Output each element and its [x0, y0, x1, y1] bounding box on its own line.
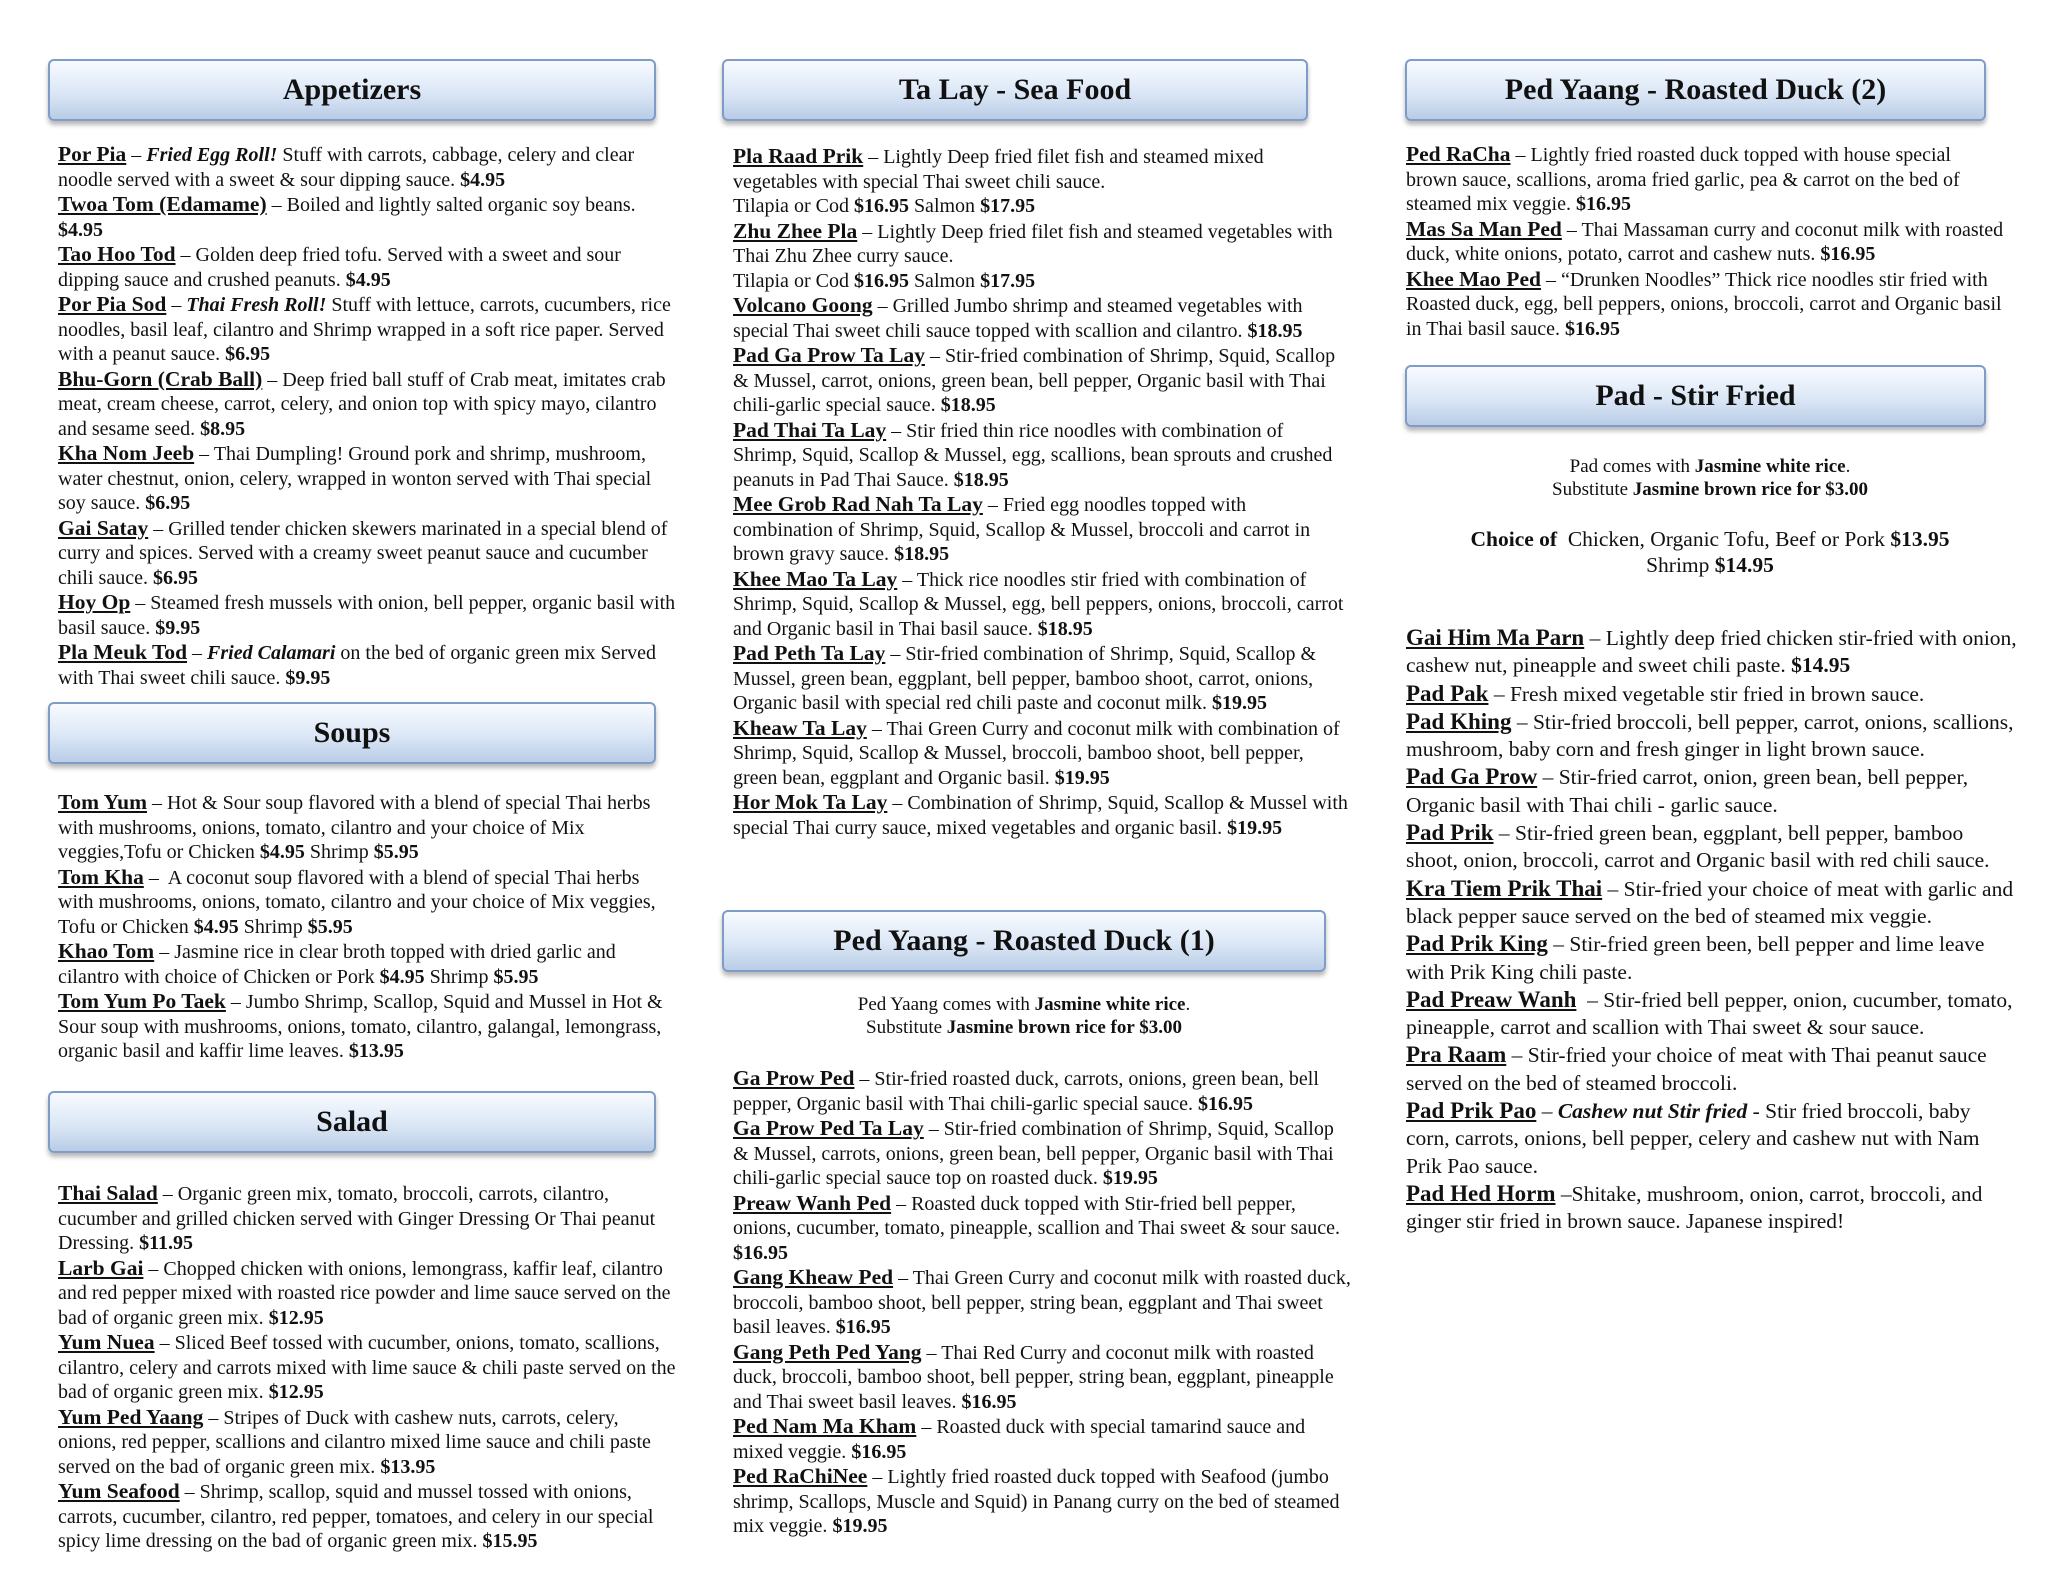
- menu-item: [58, 242, 678, 292]
- choice-shrimp: Shrimp: [1646, 553, 1715, 577]
- item-description: Stir-fried green been, bell pepper and lime leave with Prik King chili paste.: [1406, 932, 1985, 984]
- menu-item: [733, 1265, 1351, 1340]
- item-highlight: Thai Fresh Roll!: [186, 294, 327, 316]
- menu-item: [58, 292, 678, 367]
- menu-item: [733, 1191, 1351, 1266]
- item-name: Tom Yum Po Taek: [58, 989, 226, 1013]
- item-separator: –: [1536, 1099, 1558, 1124]
- menu-item: [58, 1479, 678, 1554]
- item-description: Shitake, mushroom, onion, carrot, broccoli, and ginger stir fried in brown sauce. Japanese inspired!: [1406, 1181, 1983, 1234]
- item-separator: –: [863, 146, 884, 168]
- section-header-stir-fried: [1405, 365, 1986, 427]
- item-separator: –: [179, 1481, 200, 1503]
- item-price: $17.95: [980, 195, 1036, 217]
- item-description: Thai Green Curry and coconut milk with combination of Shrimp, Squid, Scallop & Mussel, broccoli, bamboo shoot, bell pepper, green bean, eggplant and Organic basil.: [733, 717, 1340, 789]
- item-name: Zhu Zhee Pla: [733, 218, 858, 243]
- item-separator: –: [1510, 144, 1531, 166]
- item-price: $12.95: [268, 1306, 324, 1329]
- item-name: Pad Prik: [1406, 820, 1494, 846]
- item-name: Twoa Tom (Edamame): [58, 192, 267, 216]
- item-price: $5.95: [493, 965, 539, 988]
- menu-item: [58, 1330, 678, 1405]
- menu-item: [58, 790, 678, 865]
- item-separator: –: [266, 194, 287, 216]
- menu-item: [733, 293, 1351, 343]
- menu-item: [1406, 267, 2006, 342]
- item-separator: –: [1493, 821, 1516, 846]
- item-description: Roasted duck with special tamarind sauce and mixed veggie.: [733, 1416, 1306, 1463]
- item-description: Jasmine rice in clear broth topped with dried garlic and cilantro with choice of Chicken or Pork: [58, 941, 616, 988]
- section-header-seafood: [722, 59, 1308, 121]
- item-description: Stir-fried your choice of meat with garlic and black pepper sauce served on the bed of steamed mix veggie.: [1406, 876, 2014, 928]
- item-separator: –: [187, 642, 208, 664]
- menu-item: [733, 144, 1351, 219]
- item-price: $19.95: [1227, 816, 1283, 839]
- item-description: - Stir fried broccoli, baby corn, carrots, onions, bell pepper, celery and cashew nut with Nam Prik Pao sauce.: [1406, 1099, 1980, 1178]
- item-name: Ped RaCha: [1406, 142, 1511, 166]
- menu-item: [58, 1405, 678, 1480]
- item-name: Kheaw Ta Lay: [733, 715, 867, 740]
- menu-item: [733, 790, 1351, 840]
- menu-item: [1406, 708, 2018, 764]
- item-description: Lightly Deep fried filet fish and steamed vegetables with Thai Zhu Zhee curry sauce.: [733, 220, 1333, 267]
- note-text: .: [1185, 994, 1191, 1015]
- item-name: Gang Peth Ped Yang: [733, 1339, 922, 1364]
- item-option: Shrimp: [304, 841, 374, 863]
- item-name: Pad Hed Horm: [1406, 1180, 1556, 1206]
- item-description: “Drunken Noodles” Thick rice noodles stir fried with Roasted duck, egg, bell peppers, onions, broccoli, carrot and Organic basil in Thai basil sauce.: [1406, 268, 2002, 340]
- note-text: Substitute: [1552, 479, 1633, 500]
- item-name: Pad Pak: [1406, 680, 1489, 706]
- item-name: Pad Ga Prow: [1406, 764, 1538, 790]
- item-description: Fresh mixed vegetable stir fried in brown sauce.: [1509, 681, 1925, 706]
- item-name: Pra Raam: [1406, 1042, 1507, 1068]
- item-price: $19.95: [1211, 692, 1267, 714]
- item-separator: –: [891, 1192, 912, 1215]
- item-price: $4.95: [259, 841, 305, 863]
- item-option: Shrimp: [424, 965, 494, 988]
- menu-item: [1406, 986, 2018, 1042]
- item-price: $12.95: [268, 1381, 324, 1403]
- item-description: Grilled Jumbo shrimp and steamed vegetables with special Thai sweet chili sauce topped with scallion and cilantro.: [733, 295, 1303, 342]
- item-name: Ped Nam Ma Kham: [733, 1414, 917, 1438]
- menu-item: [733, 1340, 1351, 1415]
- menu-item: [58, 367, 678, 442]
- item-separator: –: [166, 294, 187, 316]
- item-price: $4.95: [193, 915, 239, 938]
- item-description: Lightly fried roasted duck topped with Seafood (jumbo shrimp, Scallops, Muscle and Squid) in Panang curry on the bed of steamed mix veggie.: [733, 1466, 1340, 1537]
- item-description: Deep fried ball stuff of Crab meat, imitates crab meat, cream cheese, carrot, celery, and onion top with spicy mayo, cilantro and sesame seed.: [58, 368, 666, 440]
- item-description: Stir-fried your choice of meat with Thai peanut sauce served on the bed of steamed broccoli.: [1406, 1043, 1987, 1095]
- section-title: Ped Yaang - Roasted Duck (2): [1504, 73, 1887, 106]
- item-price: $8.95: [200, 417, 246, 440]
- item-price: $4.95: [379, 965, 425, 988]
- item-description: Thai Dumpling! Ground pork and shrimp, mushroom, water chestnut, onion, celery, wrapped in wonton served with Thai special soy sauce.: [58, 443, 652, 514]
- item-name: Khee Mao Ta Lay: [733, 566, 898, 591]
- item-description: Stuff with carrots, cabbage, celery and clear noodle served with a sweet & sour dipping sauce.: [58, 144, 635, 191]
- choice-price: $13.95: [1890, 527, 1950, 551]
- menu-item: [1406, 142, 2006, 217]
- item-name: Gai Him Ma Parn: [1406, 625, 1585, 650]
- item-name: Ga Prow Ped Ta Lay: [733, 1116, 924, 1140]
- item-separator: –: [1584, 626, 1606, 650]
- item-description: Stir-fried green bean, eggplant, bell pepper, bamboo shoot, onion, broccoli, carrot and Organic basil with red chili sauce.: [1406, 821, 1990, 873]
- section-title: Pad - Stir Fried: [1595, 379, 1796, 412]
- item-price: $13.95: [380, 1455, 436, 1478]
- item-name: Pad Ga Prow Ta Lay: [733, 343, 925, 367]
- item-separator: –: [1506, 1043, 1528, 1068]
- menu-item: [733, 492, 1351, 567]
- item-price: $18.95: [940, 394, 996, 416]
- item-description: Stir-fried combination of Shrimp, Squid, Scallop & Mussel, carrot, onions, green bean, bell pepper, Organic basil with Thai chili-garlic special sauce.: [733, 345, 1336, 416]
- item-description: Organic green mix, tomato, broccoli, carrots, cilantro, cucumber and grilled chicken served with Ginger Dressing Or Thai peanut Dressing.: [58, 1183, 656, 1254]
- item-separator: –: [982, 494, 1003, 516]
- item-separator: –: [887, 792, 908, 814]
- item-price: $18.95: [1037, 617, 1093, 640]
- item-description: Stuff with lettuce, carrots, cucumbers, rice noodles, basil leaf, cilantro and Shrimp wrapped in a soft rice paper. Served with a peanut sauce.: [58, 294, 671, 365]
- menu-item: [1406, 875, 2018, 931]
- item-price: $14.95: [1791, 653, 1851, 678]
- item-separator: –: [872, 295, 893, 317]
- item-name: Khao Tom: [58, 939, 155, 963]
- item-separator: –: [1488, 681, 1510, 706]
- item-highlight: Cashew nut Stir fried: [1557, 1099, 1748, 1124]
- menu-item: [58, 865, 678, 940]
- section-header-appetizers: [48, 59, 656, 121]
- meat-choice: [1405, 526, 2015, 578]
- item-price: $11.95: [139, 1232, 194, 1254]
- item-separator: –: [126, 144, 147, 166]
- item-price: $16.95: [1820, 243, 1876, 265]
- item-description: Stir-fried bell pepper, onion, cucumber, tomato, pineapple, carrot and scallion with Thai sweet & sour sauce.: [1406, 987, 2013, 1040]
- item-description: Roasted duck topped with Stir-fried bell pepper, onions, cucumber, tomato, pineapple, scallion and Thai sweet & sour sauce.: [733, 1192, 1341, 1239]
- item-separator: –: [157, 1183, 178, 1205]
- menu-item: [733, 1464, 1351, 1539]
- soups-list: [58, 790, 678, 1064]
- item-description: Jumbo Shrimp, Scallop, Squid and Mussel in Hot & Sour soup with mushrooms, onions, tomato, cilantro, galangal, lemongrass, organic basil and kaffir lime leaves.: [58, 991, 663, 1062]
- item-separator: –: [1555, 1181, 1572, 1206]
- item-separator: –: [916, 1416, 937, 1438]
- item-description: Shrimp, scallop, squid and mussel tossed with onions, carrots, cucumber, cilantro, red pepper, tomatoes, and celery in our special spicy lime dressing on the bad of organic green mix.: [58, 1481, 654, 1552]
- choice-options: Chicken, Organic Tofu, Beef or Pork: [1557, 527, 1891, 551]
- item-separator: –: [143, 1257, 164, 1280]
- item-price: $16.95: [1197, 1092, 1253, 1115]
- item-description: Sliced Beef tossed with cucumber, onions, tomato, scallions, cilantro, celery and carrots mixed with lime sauce & chili paste served on the bad of organic green mix.: [58, 1332, 676, 1403]
- stir-fried-list: [1406, 624, 2018, 1236]
- item-name: Tom Yum: [58, 790, 148, 814]
- section-title: Appetizers: [282, 73, 422, 106]
- item-option: Salmon: [908, 195, 981, 217]
- item-description: Lightly deep fried chicken stir-fried with onion, cashew nut, pineapple and sweet chili paste.: [1406, 626, 2017, 678]
- item-name: Gai Satay: [58, 515, 149, 540]
- rice-note: [1405, 455, 2015, 501]
- seafood-list: [733, 144, 1351, 840]
- item-price: $16.95: [853, 195, 909, 217]
- item-name: Gang Kheaw Ped: [733, 1265, 894, 1289]
- item-separator: –: [130, 592, 151, 614]
- item-price: $9.95: [285, 666, 331, 689]
- item-name: Pad Khing: [1406, 708, 1512, 734]
- item-separator: –: [175, 244, 196, 266]
- item-separator: –: [148, 517, 169, 540]
- menu-item: [733, 1066, 1351, 1116]
- item-description: Thai Red Curry and coconut milk with roasted duck, broccoli, bamboo shoot, bell pepper, string bean, eggplant, pineapple and Thai sweet basil leaves.: [733, 1341, 1334, 1413]
- menu-item: [1406, 930, 2018, 986]
- menu-item: [1406, 680, 2018, 708]
- appetizers-list: [58, 142, 678, 690]
- item-description: Golden deep fried tofu. Served with a sweet and sour dipping sauce and crushed peanuts.: [58, 244, 621, 291]
- item-price: $16.95: [1575, 193, 1631, 215]
- item-description: Stir fried thin rice noodles with combination of Shrimp, Squid, Scallop & Mussel, egg, scallions, bean sprouts and crushed peanuts in Pad Thai Sauce.: [733, 419, 1333, 491]
- item-separator: –: [897, 568, 917, 591]
- menu-item: [58, 441, 678, 516]
- item-description: A coconut soup flavored with a blend of special Thai herbs with mushrooms, onions, tomato, cilantro and your choice of Mix veggies, Tofu or Chicken: [58, 866, 656, 938]
- item-separator: –: [143, 866, 164, 889]
- item-name: Hor Mok Ta Lay: [733, 790, 888, 814]
- item-price: $18.95: [1247, 319, 1303, 342]
- item-separator: –: [1537, 765, 1559, 790]
- item-description: Lightly Deep fried filet fish and steamed mixed vegetables with special Thai sweet chili sauce.: [733, 146, 1264, 193]
- item-separator: –: [857, 220, 878, 243]
- rice-note: [722, 993, 1326, 1039]
- item-separator: –: [1602, 876, 1624, 901]
- menu-item: [733, 1116, 1351, 1191]
- item-name: Mee Grob Rad Nah Ta Lay: [733, 492, 983, 516]
- section-header-roasted-duck-1: [722, 910, 1326, 972]
- item-description: on the bed of organic green mix Served with Thai sweet chili sauce.: [58, 642, 657, 689]
- item-description: Lightly fried roasted duck topped with house special brown sauce, scallions, aroma fried garlic, pea & carrot on the bed of steamed mix veggie.: [1406, 144, 1960, 215]
- item-description: Stir-fried broccoli, bell pepper, carrot, onions, scallions, mushroom, baby corn and fresh ginger in light brown sauce.: [1406, 709, 2014, 762]
- item-name: Tom Kha: [58, 864, 144, 889]
- item-price: $19.95: [1102, 1167, 1158, 1189]
- menu-item: [733, 641, 1351, 716]
- item-price: $19.95: [1054, 766, 1110, 789]
- menu-item: [1406, 1180, 2018, 1236]
- item-separator: –: [893, 1267, 913, 1289]
- menu-item: [733, 716, 1351, 791]
- section-header-roasted-duck-2: [1405, 59, 1986, 121]
- item-name: Mas Sa Man Ped: [1406, 216, 1562, 241]
- menu-item: [1406, 1041, 2018, 1097]
- menu-item: [1406, 624, 2018, 680]
- item-price: $16.95: [851, 1440, 907, 1463]
- item-price: $18.95: [953, 468, 1009, 491]
- item-separator: –: [866, 717, 887, 740]
- item-separator: –: [885, 643, 906, 665]
- menu-item: [733, 343, 1351, 418]
- item-price: $5.95: [373, 841, 419, 863]
- note-text: Ped Yaang comes with: [857, 994, 1035, 1015]
- note-emphasis: Jasmine white rice: [1694, 456, 1846, 477]
- item-description: Steamed fresh mussels with onion, bell pepper, organic basil with basil sauce.: [58, 592, 676, 639]
- item-name: Pla Meuk Tod: [58, 640, 188, 664]
- item-name: Pad Thai Ta Lay: [733, 417, 887, 442]
- item-name: Volcano Goong: [733, 293, 873, 317]
- item-description: Combination of Shrimp, Squid, Scallop & Mussel with special Thai curry sauce, mixed vegetables and organic basil.: [733, 792, 1348, 839]
- item-price: $13.95: [348, 1040, 404, 1062]
- item-description: Fried egg noodles topped with combination of Shrimp, Squid, Scallop & Mussel, broccoli and carrot in brown gravy sauce.: [733, 494, 1311, 565]
- item-price: $4.95: [58, 218, 103, 241]
- item-separator: –: [1540, 268, 1561, 291]
- menu-item: [1406, 819, 2018, 875]
- item-price: $16.95: [853, 269, 909, 292]
- item-price: $17.95: [980, 269, 1036, 292]
- roasted-duck-2-list: [1406, 142, 2006, 341]
- item-name: Hoy Op: [58, 590, 131, 614]
- menu-item: [733, 567, 1351, 642]
- item-name: Kra Tiem Prik Thai: [1406, 875, 1603, 901]
- item-highlight: Fried Egg Roll!: [146, 144, 278, 166]
- item-name: Thai Salad: [58, 1181, 158, 1205]
- item-description: Stripes of Duck with cashew nuts, carrots, celery, onions, red pepper, scallions and cilantro mixed lime sauce and chili paste served on the bad of organic green mix.: [58, 1406, 651, 1478]
- item-separator: –: [203, 1406, 224, 1429]
- item-name: Khee Mao Ped: [1406, 266, 1541, 291]
- item-price: $6.95: [225, 343, 271, 365]
- menu-item: [58, 1181, 678, 1256]
- item-description: Stir-fried combination of Shrimp, Squid, Scallop & Mussel, green bean, eggplant, bell pepper, bamboo shoot, carrot, onions, Organic basil with special red chili paste and coconut milk.: [733, 643, 1317, 714]
- item-separator: –: [854, 1068, 875, 1090]
- item-name: Por Pia Sod: [58, 292, 167, 316]
- menu-item: [733, 219, 1351, 294]
- item-name: Ga Prow Ped: [733, 1066, 855, 1090]
- menu-item: [58, 1256, 678, 1331]
- menu-item: [58, 192, 678, 242]
- item-name: Larb Gai: [58, 1255, 144, 1280]
- item-separator: –: [1576, 987, 1604, 1012]
- section-title: Ped Yaang - Roasted Duck (1): [833, 924, 1215, 957]
- item-name: Por Pia: [58, 142, 127, 166]
- item-description: Stir-fried roasted duck, carrots, onions, green bean, bell pepper, Organic basil with Thai chili-garlic special sauce.: [733, 1068, 1319, 1115]
- item-option: Tilapia or Cod: [733, 269, 854, 292]
- menu-item: [733, 418, 1351, 493]
- note-text: .: [1845, 456, 1851, 477]
- item-separator: –: [921, 1341, 942, 1364]
- item-separator: –: [1511, 709, 1533, 734]
- menu-item: [58, 516, 678, 591]
- note-text: Pad comes with: [1569, 456, 1695, 477]
- item-name: Pad Preaw Wanh: [1406, 986, 1577, 1012]
- menu-item: [1406, 1097, 2018, 1180]
- item-description: Stir-fried carrot, onion, green bean, bell pepper, Organic basil with Thai chili - garlic sauce.: [1406, 765, 1969, 817]
- item-description: Stir-fried combination of Shrimp, Squid, Scallop & Mussel, carrots, onions, green bean, bell pepper, Organic basil with Thai chili-garlic special sauce top on roasted duck.: [733, 1118, 1334, 1189]
- item-separator: –: [1547, 932, 1570, 957]
- item-separator: –: [262, 368, 283, 391]
- item-price: $6.95: [145, 492, 191, 514]
- section-header-soups: [48, 702, 656, 764]
- item-price: $16.95: [835, 1316, 891, 1338]
- section-header-salad: [48, 1091, 656, 1153]
- item-price: $5.95: [307, 915, 353, 938]
- note-text: Substitute: [866, 1017, 947, 1038]
- note-emphasis: Jasmine brown rice for $3.00: [946, 1017, 1182, 1038]
- item-separator: –: [154, 941, 175, 963]
- item-option: Salmon: [908, 269, 981, 292]
- item-description: Thai Massaman curry and coconut milk with roasted duck, white onions, potato, carrot and cashew nuts.: [1406, 218, 2004, 265]
- item-separator: –: [867, 1466, 888, 1488]
- item-separator: –: [194, 443, 214, 465]
- item-price: $15.95: [482, 1530, 538, 1552]
- item-description: Thick rice noodles stir fried with combination of Shrimp, Squid, Scallop & Mussel, egg, bell peppers, onions, broccoli, carrot and Organic basil in Thai basil sauce.: [733, 568, 1344, 640]
- item-separator: –: [923, 1118, 944, 1140]
- item-separator: –: [154, 1332, 175, 1354]
- item-name: Yum Seafood: [58, 1479, 180, 1503]
- item-price: $6.95: [152, 566, 198, 589]
- item-option: Tilapia or Cod: [733, 195, 854, 217]
- item-name: Pad Prik Pao: [1406, 1098, 1537, 1124]
- salad-list: [58, 1181, 678, 1554]
- roasted-duck-1-list: [733, 1066, 1351, 1539]
- choice-price: $14.95: [1714, 553, 1774, 577]
- item-separator: –: [225, 991, 246, 1013]
- section-title: Ta Lay - Sea Food: [898, 73, 1132, 106]
- item-name: Pad Prik King: [1406, 931, 1548, 957]
- item-price: $18.95: [894, 543, 950, 565]
- item-name: Kha Nom Jeeb: [58, 441, 195, 465]
- section-title: Salad: [316, 1105, 388, 1138]
- item-price: $4.95: [460, 168, 506, 191]
- item-name: Tao Hoo Tod: [58, 242, 176, 266]
- section-title: Soups: [313, 716, 391, 749]
- item-name: Yum Nuea: [58, 1330, 155, 1354]
- menu-item: [58, 939, 678, 989]
- item-description: Chopped chicken with onions, lemongrass, kaffir leaf, cilantro and red pepper mixed with roasted rice powder and lime sauce served on the bad of organic green mix.: [58, 1257, 671, 1329]
- item-description: Grilled tender chicken skewers marinated in a special blend of curry and spices. Served with a creamy sweet peanut sauce and cucumber chili sauce.: [58, 517, 668, 589]
- item-description: Thai Green Curry and coconut milk with roasted duck, broccoli, bamboo shoot, bell pepper, string bean, eggplant and Thai sweet basil leaves.: [733, 1267, 1351, 1338]
- menu-item: [58, 989, 678, 1064]
- item-name: Yum Ped Yaang: [58, 1404, 204, 1429]
- item-separator: –: [147, 792, 168, 814]
- item-price: $4.95: [345, 268, 391, 291]
- note-emphasis: Jasmine brown rice for $3.00: [1632, 479, 1868, 500]
- item-price: $16.95: [733, 1241, 788, 1264]
- item-price: $16.95: [961, 1390, 1017, 1413]
- note-emphasis: Jasmine white rice: [1034, 994, 1186, 1015]
- item-price: $16.95: [1565, 317, 1621, 340]
- menu-item: [58, 590, 678, 640]
- item-highlight: Fried Calamari: [207, 642, 336, 664]
- item-price: $9.95: [155, 616, 201, 639]
- item-description: Boiled and lightly salted organic soy beans.: [286, 194, 636, 216]
- item-separator: –: [1561, 218, 1582, 241]
- menu-item: [58, 142, 678, 192]
- choice-label: Choice of: [1470, 527, 1558, 551]
- item-description: Hot & Sour soup flavored with a blend of special Thai herbs with mushrooms, onions, tomato, cilantro and your choice of Mix veggies,Tofu or Chicken: [58, 792, 651, 863]
- item-name: Pad Peth Ta Lay: [733, 641, 886, 665]
- menu-item: [1406, 763, 2018, 819]
- item-option: Shrimp: [238, 915, 308, 938]
- item-name: Preaw Wanh Ped: [733, 1190, 892, 1215]
- item-name: Pla Raad Prik: [733, 144, 864, 168]
- item-name: Bhu-Gorn (Crab Ball): [58, 366, 263, 391]
- menu-item: [733, 1414, 1351, 1464]
- menu-item: [58, 640, 678, 690]
- item-separator: –: [886, 419, 907, 442]
- item-price: $19.95: [832, 1515, 888, 1537]
- menu-item: [1406, 217, 2006, 267]
- item-separator: –: [924, 345, 945, 367]
- item-name: Ped RaChiNee: [733, 1464, 868, 1488]
